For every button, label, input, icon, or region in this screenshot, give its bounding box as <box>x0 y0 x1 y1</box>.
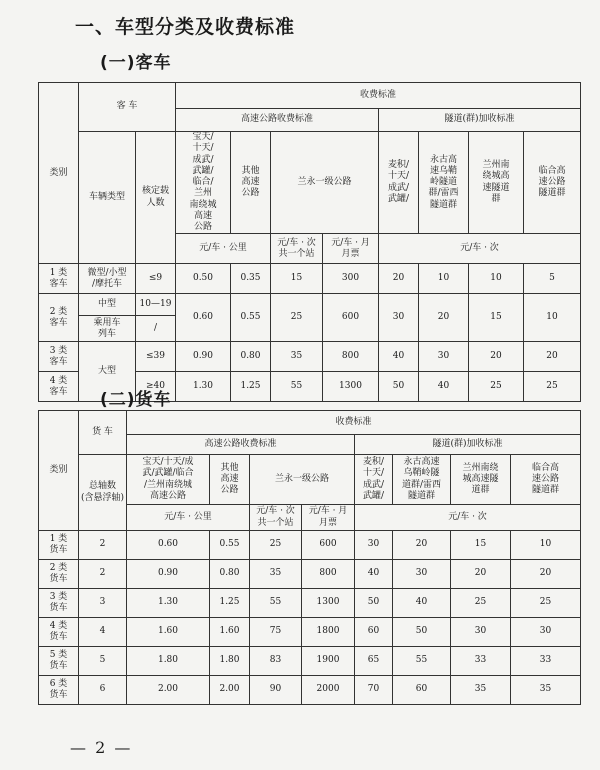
tunnel-cell: 35 <box>511 676 581 705</box>
rate-cell: 0.60 <box>176 294 231 342</box>
type-cell: 大型 <box>79 342 136 402</box>
route3-header: 兰永一级公路 <box>250 455 355 505</box>
seats-header: 核定载 人数 <box>136 132 176 264</box>
rate-cell: 15 <box>271 264 323 294</box>
rate-cell: 35 <box>250 560 302 589</box>
tunnel-cell: 15 <box>451 531 511 560</box>
unit-km-header: 元/车 · 公里 <box>176 234 271 264</box>
tunnel-cell: 33 <box>451 647 511 676</box>
tunnel3-header: 兰州南 绕城高 速隧道 群 <box>469 132 524 234</box>
axles-cell: 4 <box>79 618 127 647</box>
tunnel-cell: 40 <box>355 560 393 589</box>
rate-cell: 2000 <box>302 676 355 705</box>
tunnel-cell: 20 <box>419 294 469 342</box>
rate-cell: 1.25 <box>210 589 250 618</box>
class-cell: 6 类 货车 <box>39 676 79 705</box>
rate-cell: 1.60 <box>127 618 210 647</box>
expressway-fee-header: 高速公路收费标准 <box>127 435 355 455</box>
rate-cell: 1300 <box>302 589 355 618</box>
tunnel-cell: 30 <box>419 342 469 372</box>
rate-cell: 1.25 <box>231 372 271 402</box>
axles-cell: 2 <box>79 531 127 560</box>
seats-cell: / <box>136 316 176 342</box>
rate-cell: 0.80 <box>231 342 271 372</box>
route1-header: 宝天/十天/成 武/武罐/临合 /兰州南绕城 高速公路 <box>127 455 210 505</box>
unit-monthly-header: 元/车 · 月 月票 <box>302 505 355 531</box>
rate-cell: 0.60 <box>127 531 210 560</box>
tunnel-cell: 10 <box>469 264 524 294</box>
tunnel-cell: 40 <box>419 372 469 402</box>
table-row <box>39 647 581 676</box>
tunnel-cell: 15 <box>469 294 524 342</box>
table-row <box>39 531 581 560</box>
rate-cell: 83 <box>250 647 302 676</box>
axles-cell: 2 <box>79 560 127 589</box>
class-cell: 3 类 货车 <box>39 589 79 618</box>
class-cell: 4 类 客车 <box>39 372 79 402</box>
tunnel-cell: 5 <box>524 264 581 294</box>
bus-fee-table <box>38 82 581 402</box>
rate-cell: 0.55 <box>210 531 250 560</box>
tunnel-cell: 30 <box>379 294 419 342</box>
tunnel-fee-header: 隧道(群)加收标准 <box>355 435 581 455</box>
type-cell: 乘用车 列车 <box>79 316 136 342</box>
tunnel-cell: 33 <box>511 647 581 676</box>
tunnel-cell: 30 <box>355 531 393 560</box>
tunnel-cell: 50 <box>393 618 451 647</box>
category-header: 类别 <box>39 411 79 531</box>
rate-cell: 0.35 <box>231 264 271 294</box>
tunnel-cell: 65 <box>355 647 393 676</box>
rate-cell: 55 <box>250 589 302 618</box>
rate-cell: 1.30 <box>176 372 231 402</box>
tunnel4-header: 临合高 速公路 隧道群 <box>511 455 581 505</box>
tunnel-cell: 10 <box>511 531 581 560</box>
rate-cell: 35 <box>271 342 323 372</box>
seats-cell: 10—19 <box>136 294 176 316</box>
axles-header: 总轴数 (含悬浮轴) <box>79 455 127 531</box>
fee-standard-header: 收费标准 <box>127 411 581 435</box>
class-cell: 1 类 货车 <box>39 531 79 560</box>
tunnel-cell: 60 <box>393 676 451 705</box>
unit-km-header: 元/车 · 公里 <box>127 505 250 531</box>
rate-cell: 1900 <box>302 647 355 676</box>
route2-header: 其他 高速 公路 <box>210 455 250 505</box>
seats-cell: ≤9 <box>136 264 176 294</box>
tunnel3-header: 兰州南绕 城高速隧 道群 <box>451 455 511 505</box>
tunnel-cell: 25 <box>511 589 581 618</box>
rate-cell: 55 <box>271 372 323 402</box>
tunnel-cell: 30 <box>511 618 581 647</box>
table-row <box>39 676 581 705</box>
rate-cell: 600 <box>302 531 355 560</box>
axles-cell: 6 <box>79 676 127 705</box>
rate-cell: 0.90 <box>127 560 210 589</box>
rate-cell: 300 <box>323 264 379 294</box>
table-row <box>39 618 581 647</box>
class-cell: 5 类 货车 <box>39 647 79 676</box>
table-row <box>39 294 581 316</box>
rate-cell: 800 <box>323 342 379 372</box>
rate-cell: 1.30 <box>127 589 210 618</box>
unit-per-station-header: 元/车 · 次 共一个站 <box>271 234 323 264</box>
tunnel-cell: 40 <box>379 342 419 372</box>
tunnel-cell: 20 <box>469 342 524 372</box>
class-cell: 4 类 货车 <box>39 618 79 647</box>
rate-cell: 0.50 <box>176 264 231 294</box>
tunnel-cell: 25 <box>524 372 581 402</box>
tunnel-cell: 70 <box>355 676 393 705</box>
vehicle-header: 货 车 <box>79 411 127 455</box>
vehicle-header: 客 车 <box>79 83 176 132</box>
truck-fee-table <box>38 410 581 705</box>
rate-cell: 75 <box>250 618 302 647</box>
tunnel-cell: 30 <box>393 560 451 589</box>
tunnel-cell: 20 <box>379 264 419 294</box>
page-number: — 2 — <box>70 738 133 757</box>
rate-cell: 25 <box>250 531 302 560</box>
seats-cell: ≥40 <box>136 372 176 402</box>
tunnel2-header: 永古高速 乌鞘岭隧 道群/雷西 隧道群 <box>393 455 451 505</box>
rate-cell: 1.80 <box>127 647 210 676</box>
tunnel-fee-header: 隧道(群)加收标准 <box>379 109 581 132</box>
rate-cell: 800 <box>302 560 355 589</box>
tunnel-cell: 55 <box>393 647 451 676</box>
page-title: 一、车型分类及收费标准 <box>75 16 296 38</box>
bus-section-title: (一)客车 <box>100 53 172 73</box>
route1-header: 宝天/ 十天/ 成武/ 武罐/ 临合/ 兰州 南绕城 高速 公路 <box>176 132 231 234</box>
tunnel-cell: 10 <box>419 264 469 294</box>
unit-per-time-header: 元/车 · 次 <box>379 234 581 264</box>
tunnel1-header: 麦积/ 十天/ 成武/ 武罐/ <box>355 455 393 505</box>
table-row <box>39 560 581 589</box>
truck-section-title: (二)货车 <box>100 390 172 410</box>
type-cell: 中型 <box>79 294 136 316</box>
rate-cell: 1.80 <box>210 647 250 676</box>
rate-cell: 0.80 <box>210 560 250 589</box>
rate-cell: 2.00 <box>127 676 210 705</box>
tunnel-cell: 20 <box>451 560 511 589</box>
rate-cell: 1.60 <box>210 618 250 647</box>
fee-standard-header: 收费标准 <box>176 83 581 109</box>
rate-cell: 25 <box>271 294 323 342</box>
tunnel-cell: 20 <box>524 342 581 372</box>
tunnel-cell: 50 <box>355 589 393 618</box>
route3-header: 兰永一级公路 <box>271 132 379 234</box>
axles-cell: 3 <box>79 589 127 618</box>
tunnel1-header: 麦积/ 十天/ 成武/ 武罐/ <box>379 132 419 234</box>
table-row <box>39 264 581 294</box>
tunnel-cell: 25 <box>451 589 511 618</box>
rate-cell: 1300 <box>323 372 379 402</box>
tunnel-cell: 60 <box>355 618 393 647</box>
vehicle-type-header: 车辆类型 <box>79 132 136 264</box>
tunnel4-header: 临合高 速公路 隧道群 <box>524 132 581 234</box>
table-row <box>39 342 581 372</box>
unit-monthly-header: 元/车 · 月 月票 <box>323 234 379 264</box>
seats-cell: ≤39 <box>136 342 176 372</box>
expressway-fee-header: 高速公路收费标准 <box>176 109 379 132</box>
class-cell: 2 类 货车 <box>39 560 79 589</box>
class-cell: 3 类 客车 <box>39 342 79 372</box>
type-cell: 微型/小型 /摩托车 <box>79 264 136 294</box>
unit-per-station-header: 元/车 · 次 共一个站 <box>250 505 302 531</box>
route2-header: 其他 高速 公路 <box>231 132 271 234</box>
rate-cell: 2.00 <box>210 676 250 705</box>
rate-cell: 1800 <box>302 618 355 647</box>
unit-per-time-header: 元/车 · 次 <box>355 505 581 531</box>
table-row <box>39 589 581 618</box>
tunnel-cell: 35 <box>451 676 511 705</box>
tunnel-cell: 25 <box>469 372 524 402</box>
rate-cell: 600 <box>323 294 379 342</box>
rate-cell: 0.55 <box>231 294 271 342</box>
tunnel2-header: 永古高 速乌鞘 岭隧道 群/雷西 隧道群 <box>419 132 469 234</box>
tunnel-cell: 30 <box>451 618 511 647</box>
rate-cell: 0.90 <box>176 342 231 372</box>
category-header: 类别 <box>39 83 79 264</box>
tunnel-cell: 50 <box>379 372 419 402</box>
tunnel-cell: 10 <box>524 294 581 342</box>
tunnel-cell: 40 <box>393 589 451 618</box>
tunnel-cell: 20 <box>393 531 451 560</box>
rate-cell: 90 <box>250 676 302 705</box>
class-cell: 2 类 客车 <box>39 294 79 342</box>
axles-cell: 5 <box>79 647 127 676</box>
class-cell: 1 类 客车 <box>39 264 79 294</box>
tunnel-cell: 20 <box>511 560 581 589</box>
